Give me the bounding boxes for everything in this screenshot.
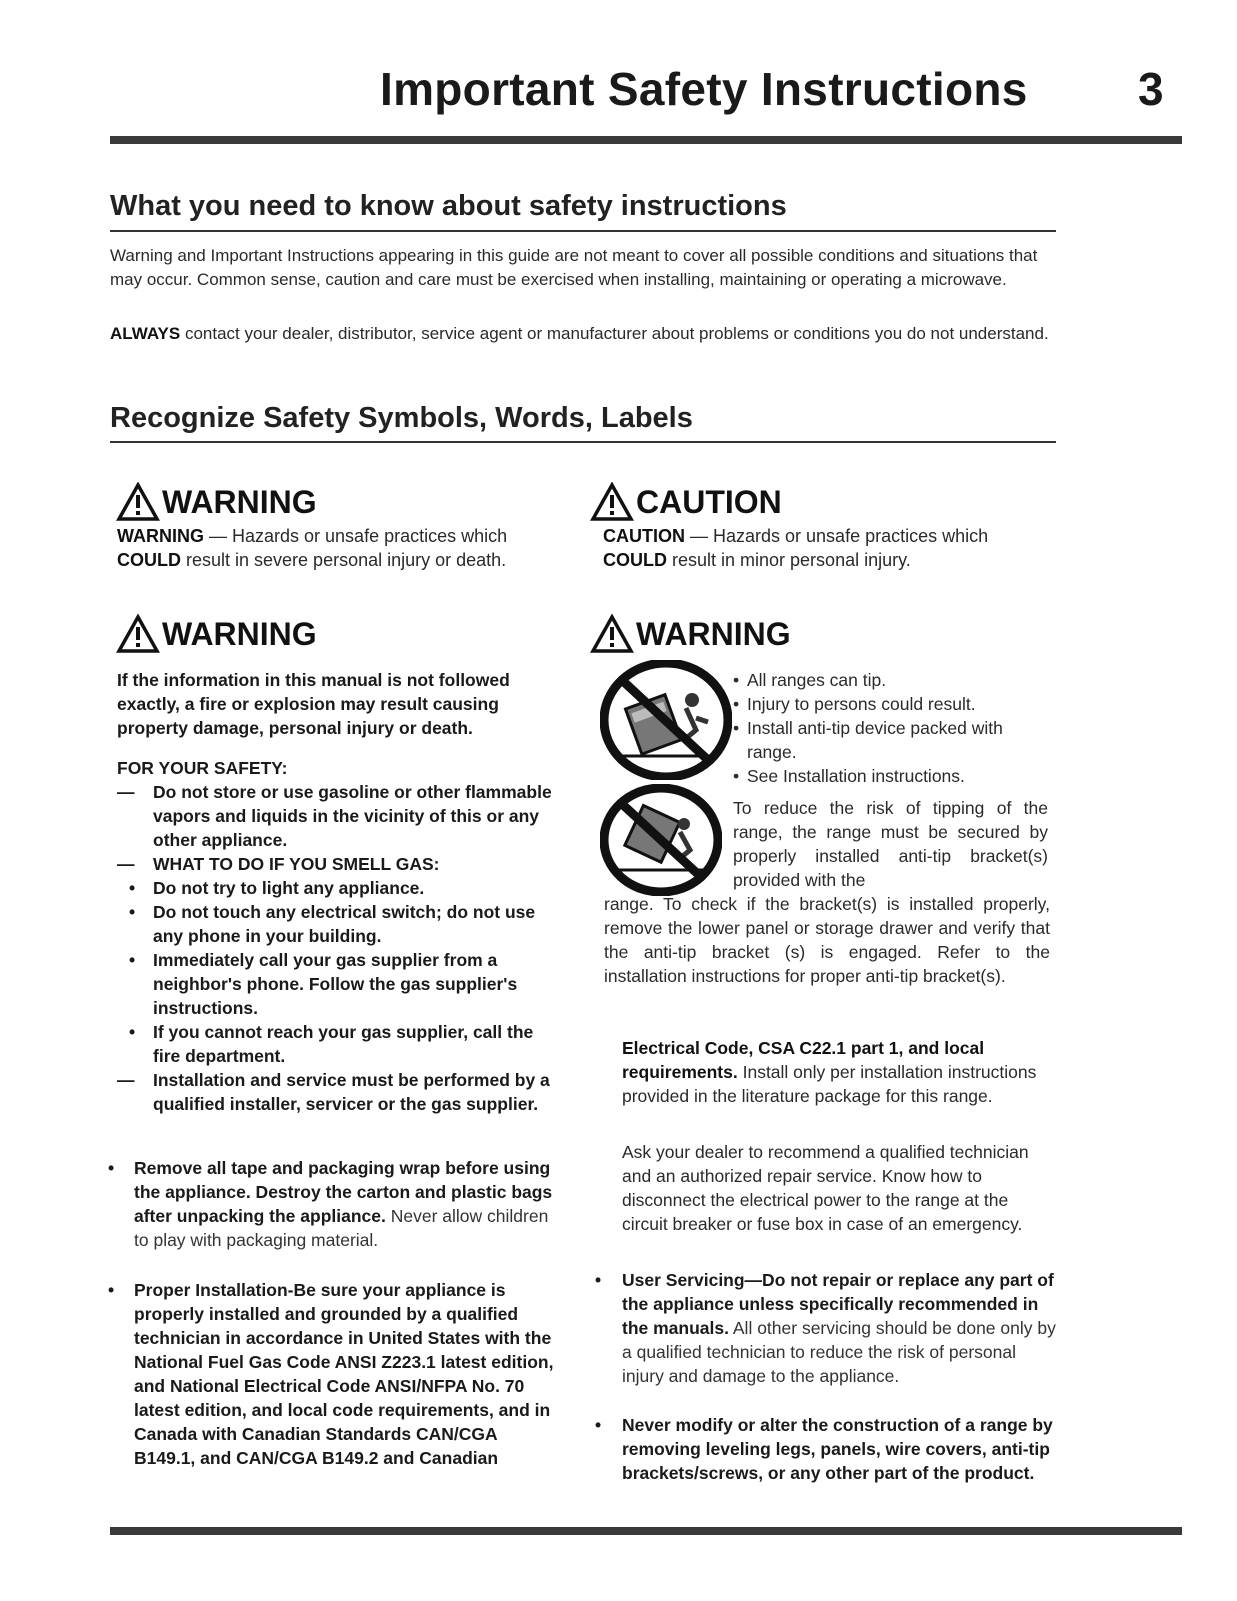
caution-signal <box>590 482 782 522</box>
bullet-mark: • <box>129 902 136 922</box>
dash-item-gasoline <box>117 780 562 852</box>
dash-text: Installation and service must be performed by a qualified installer, servicer or the gas supplier. <box>153 1070 550 1114</box>
caution-definition <box>603 524 1053 572</box>
page-title: Important Safety Instructions <box>380 63 1028 115</box>
electrical-code-bold: Electrical Code, CSA C22.1 part 1, and local requirements. <box>622 1038 985 1082</box>
bullet-mark: • <box>129 1022 136 1042</box>
bullet-bold-text: Never modify or alter the construction of a range by removing leveling legs, panels, wire covers, anti-tip brackets/screws, or any other part of the product. <box>622 1415 1053 1483</box>
tip-risk-paragraph: To reduce the risk of tipping of the range, the range must be secured by properly installed anti-tip bracket(s) provided with the <box>733 798 1048 890</box>
tip-item <box>733 668 1053 692</box>
bullet-mark: • <box>108 1280 115 1300</box>
bullet-user-servicing <box>595 1268 1057 1388</box>
bullet-mark: • <box>733 670 740 690</box>
dash-mark: — <box>117 1070 135 1090</box>
tip-over-prohibited-icon <box>600 660 732 780</box>
dash-item-smell-gas <box>117 852 562 876</box>
section-heading-safety-symbols: Recognize Safety Symbols, Words, Labels <box>110 402 693 434</box>
sub-bullet-fire-dept <box>129 1020 562 1068</box>
left-warning-label: WARNING <box>162 615 317 652</box>
warning-definition <box>117 524 567 572</box>
alert-triangle-icon <box>116 614 160 654</box>
bullet-mark: • <box>129 878 136 898</box>
dash-text: WHAT TO DO IF YOU SMELL GAS: <box>153 854 440 874</box>
caution-term: CAUTION <box>603 526 685 546</box>
bullet-mark: • <box>595 1415 602 1435</box>
sub-bullet-text: Immediately call your gas supplier from a neighbor's phone. Follow the gas supplier's instructions. <box>153 950 518 1018</box>
alert-triangle-icon <box>590 614 634 654</box>
electrical-code-text: Install only per installation instructions provided in the literature package for this range. <box>622 1062 1037 1106</box>
warning-signal <box>116 482 317 522</box>
alert-triangle-icon <box>116 482 160 522</box>
gas-warning-intro: If the information in this manual is not followed exactly, a fire or explosion may result causing property damage, personal injury or death. <box>117 670 510 738</box>
bullet-bold-text: Proper Installation-Be sure your appliance is properly installed and grounded by a qualified technician in accordance in United States with the National Fuel Gas Code ANSI Z223.1 latest edition, and National Electrical Code ANSI/NFPA No. 70 latest edition, and local code requirements, and in Canada with Canadian Standards CAN/CGA B149.1, and CAN/CGA B149.2 and Canadian <box>134 1280 554 1468</box>
right-warning-label: WARNING <box>636 615 791 652</box>
bullet-mark: • <box>733 718 740 738</box>
section-rule <box>110 441 1056 443</box>
dash-item-installation <box>117 1068 562 1116</box>
caution-def-text: — Hazards or unsafe practices which <box>685 526 989 546</box>
warning-def-text2: result in severe personal injury or death. <box>181 550 507 570</box>
warning-term: WARNING <box>117 526 204 546</box>
left-warning-signal <box>116 614 317 654</box>
bullet-bold-text: Remove all tape and packaging wrap before using the appliance. Destroy the carton and plastic bags after unpacking the appliance. <box>134 1158 553 1226</box>
bullet-mark: • <box>108 1158 115 1178</box>
bullet-never-modify <box>595 1413 1057 1485</box>
could-term: COULD <box>603 550 667 570</box>
tip-item <box>733 692 1053 716</box>
sub-bullet-call-supplier <box>129 948 539 1020</box>
always-label: ALWAYS <box>110 324 181 343</box>
tip-item-text: All ranges can tip. <box>747 670 887 690</box>
bullet-normal-text: Never allow children to play with packaging material. <box>134 1206 549 1250</box>
dash-text: Do not store or use gasoline or other flammable vapors and liquids in the vicinity of this or any other appliance. <box>153 782 552 850</box>
bullet-mark: • <box>733 694 740 714</box>
anti-tip-bracket-icon <box>600 784 722 896</box>
tip-item <box>733 764 1053 788</box>
sub-bullet-text: Do not try to light any appliance. <box>153 878 425 898</box>
always-paragraph <box>110 322 1060 346</box>
tip-item-text: Injury to persons could result. <box>747 694 976 714</box>
bullet-bold-text: User Servicing—Do not repair or replace any part of the appliance unless specifically recommended in the manuals. <box>622 1270 1054 1338</box>
dash-mark: — <box>117 854 135 874</box>
footer-rule <box>110 1527 1182 1535</box>
bracket-check-paragraph: range. To check if the bracket(s) is installed properly, remove the lower panel or storage drawer and verify that the anti-tip bracket (s) is engaged. Refer to the installation instructions for proper anti-tip bracket(s). <box>604 894 1050 986</box>
page-number: 3 <box>1138 63 1164 115</box>
section-rule <box>110 230 1056 232</box>
bullet-proper-installation <box>108 1278 562 1470</box>
dash-mark: — <box>117 782 135 802</box>
could-term: COULD <box>117 550 181 570</box>
caution-def-text2: result in minor personal injury. <box>667 550 911 570</box>
tip-warning-list <box>733 668 1053 788</box>
header-rule <box>110 136 1182 144</box>
sub-bullet-text: Do not touch any electrical switch; do not use any phone in your building. <box>153 902 536 946</box>
bullet-mark: • <box>129 950 136 970</box>
alert-triangle-icon <box>590 482 634 522</box>
sub-bullet-switch <box>129 900 562 948</box>
tip-item-text: See Installation instructions. <box>747 766 965 786</box>
bullet-remove-tape <box>108 1156 562 1252</box>
warning-label: WARNING <box>162 483 317 520</box>
bullet-mark: • <box>733 766 740 786</box>
caution-label: CAUTION <box>636 483 782 520</box>
electrical-code-paragraph <box>622 1036 1052 1108</box>
dealer-paragraph: Ask your dealer to recommend a qualified technician and an authorized repair service. Know how to disconnect the electrical power to the range at the circuit breaker or fuse box in case of an emergency. <box>622 1142 1029 1234</box>
bullet-mark: • <box>595 1270 602 1290</box>
bullet-normal-text: All other servicing should be done only by a qualified technician to reduce the risk of personal injury and damage to the appliance. <box>622 1318 1056 1386</box>
intro-paragraph: Warning and Important Instructions appearing in this guide are not meant to cover all possible conditions and situations that may occur. Common sense, caution and care must be exercised when installing, maintaining or operating a microwave. <box>110 246 1038 289</box>
warning-def-text: — Hazards or unsafe practices which <box>204 526 508 546</box>
for-your-safety-label: FOR YOUR SAFETY: <box>117 758 288 778</box>
right-warning-signal <box>590 614 791 654</box>
sub-bullet-text: If you cannot reach your gas supplier, call the fire department. <box>153 1022 534 1066</box>
tip-item <box>733 716 1053 764</box>
section-heading-safety-instructions: What you need to know about safety instructions <box>110 190 787 222</box>
sub-bullet-light <box>129 876 562 900</box>
tip-item-text: Install anti-tip device packed with range. <box>747 718 1003 762</box>
always-text: contact your dealer, distributor, service agent or manufacturer about problems or conditions you do not understand. <box>180 324 1049 343</box>
